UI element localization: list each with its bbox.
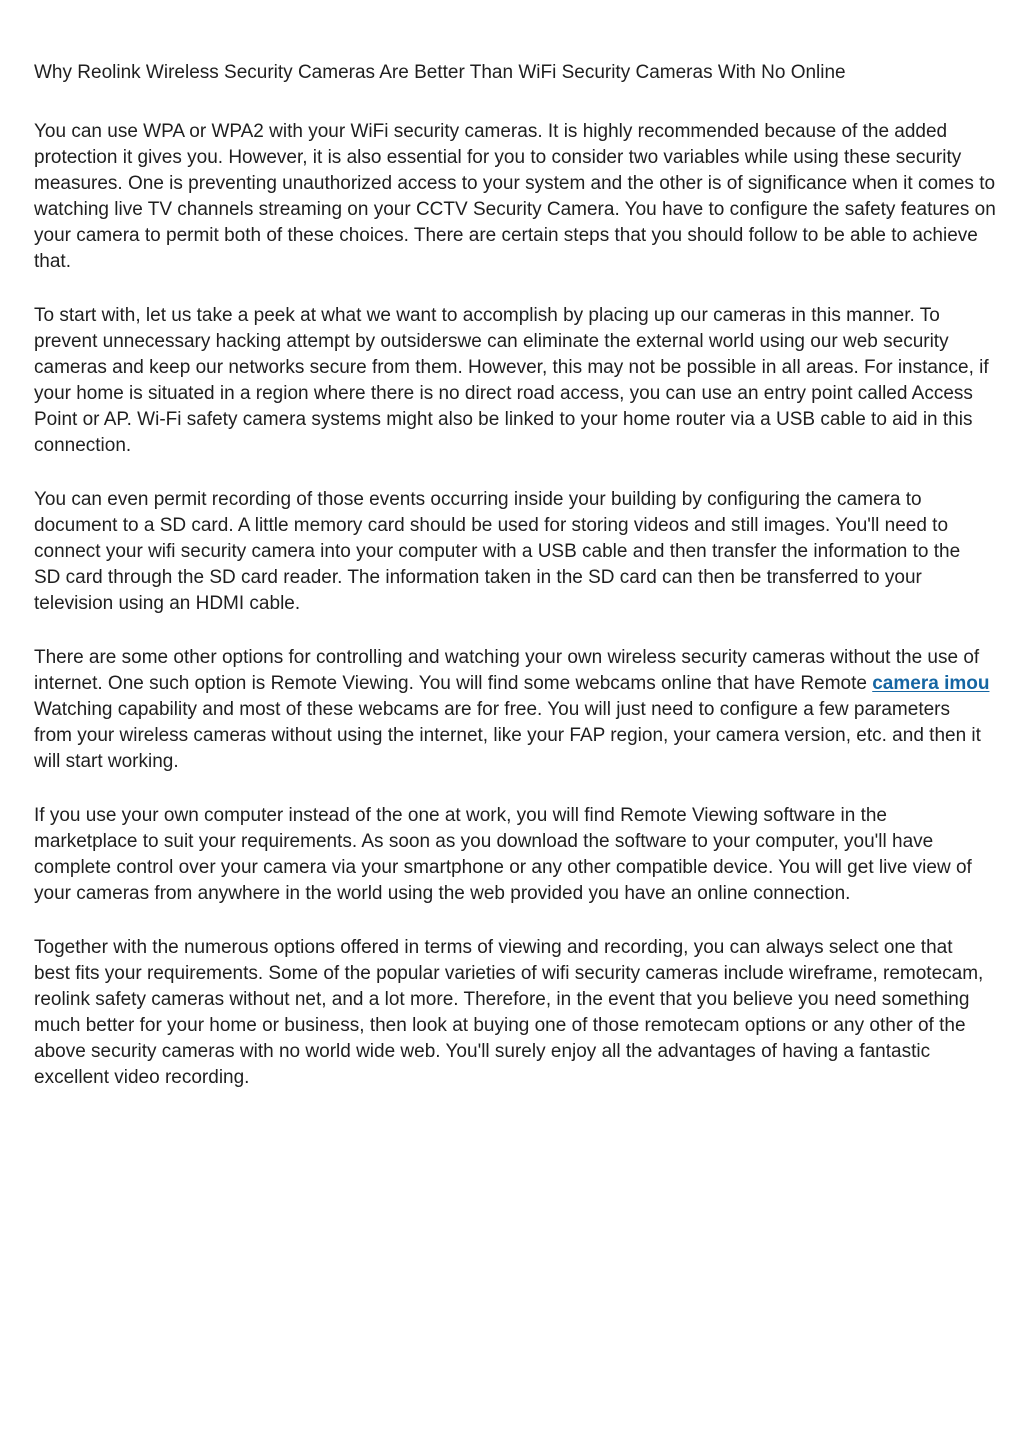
text-line: your home is situated in a region where there is no direct road access, you can use an entry point called Access (34, 383, 973, 404)
text-line: excellent video recording. (34, 1067, 250, 1088)
text-line: much better for your home or business, then look at buying one of those remotecam options or any other of the (34, 1015, 966, 1036)
text-line: protection it gives you. However, it is also essential for you to consider two variables while using these security (34, 147, 962, 168)
camera-imou-link[interactable]: camera imou (872, 673, 990, 694)
paragraph-4 (34, 645, 990, 775)
text-line: If you use your own computer instead of the one at work, you will find Remote Viewing software in the (34, 805, 887, 826)
text-line-with-link (34, 671, 990, 697)
text-line: document to a SD card. A little memory card should be used for storing videos and still images. You'll need to (34, 515, 949, 536)
text-line: your cameras from anywhere in the world using the web provided you have an online connection. (34, 883, 851, 904)
text-line: television using an HDMI cable. (34, 593, 301, 614)
text-line: from your wireless cameras without using the internet, like your FAP region, your camera version, etc. and then it (34, 725, 981, 746)
page-title: Why Reolink Wireless Security Cameras Are Better Than WiFi Security Cameras With No Online (34, 62, 846, 83)
text-line: above security cameras with no world wide web. You'll surely enjoy all the advantages of having a fantastic (34, 1041, 931, 1062)
text-line: measures. One is preventing unauthorized access to your system and the other is of significance when it comes to (34, 173, 996, 194)
text-line: that. (34, 251, 71, 272)
text-line: Point or AP. Wi-Fi safety camera systems might also be linked to your home router via a USB cable to aid in this (34, 409, 973, 430)
text-line: marketplace to suit your requirements. As soon as you download the software to your computer, you'll have (34, 831, 934, 852)
text-line: Watching capability and most of these webcams are for free. You will just need to configure a few parameters (34, 699, 950, 720)
text-line: connect your wifi security camera into your computer with a USB cable and then transfer the information to the (34, 541, 961, 562)
text-line: reolink safety cameras without net, and a lot more. Therefore, in the event that you believe you need something (34, 989, 970, 1010)
paragraph-1 (34, 119, 996, 275)
paragraph-3 (34, 487, 990, 617)
text-line: your camera to permit both of these choices. There are certain steps that you should follow to be able to achieve (34, 225, 978, 246)
text-line: You can use WPA or WPA2 with your WiFi security cameras. It is highly recommended because of the added (34, 121, 948, 142)
text-line: connection. (34, 435, 132, 456)
text-line: There are some other options for controlling and watching your own wireless security cameras without the use of (34, 647, 980, 668)
paragraph-2 (34, 303, 990, 459)
text-line: complete control over your camera via your smartphone or any other compatible device. You will get live view of (34, 857, 972, 878)
text-line: SD card through the SD card reader. The information taken in the SD card can then be transferred to your (34, 567, 922, 588)
text-line: prevent unnecessary hacking attempt by outsiderswe can eliminate the external world using our web security (34, 331, 949, 352)
paragraph-6 (34, 935, 990, 1091)
text-segment: internet. One such option is Remote Viewing. You will find some webcams online that have Remote (34, 673, 873, 694)
text-line: will start working. (34, 751, 179, 772)
text-line: Together with the numerous options offered in terms of viewing and recording, you can always select one that (34, 937, 953, 958)
text-line: best fits your requirements. Some of the popular varieties of wifi security cameras include wireframe, remotecam, (34, 963, 984, 984)
text-line: watching live TV channels streaming on your CCTV Security Camera. You have to configure the safety features on (34, 199, 996, 220)
text-line: cameras and keep our networks secure from them. However, this may not be possible in all areas. For instance, if (34, 357, 989, 378)
text-line: To start with, let us take a peek at what we want to accomplish by placing up our cameras in this manner. To (34, 305, 940, 326)
paragraph-5 (34, 803, 990, 907)
text-line: You can even permit recording of those events occurring inside your building by configuring the camera to (34, 489, 922, 510)
